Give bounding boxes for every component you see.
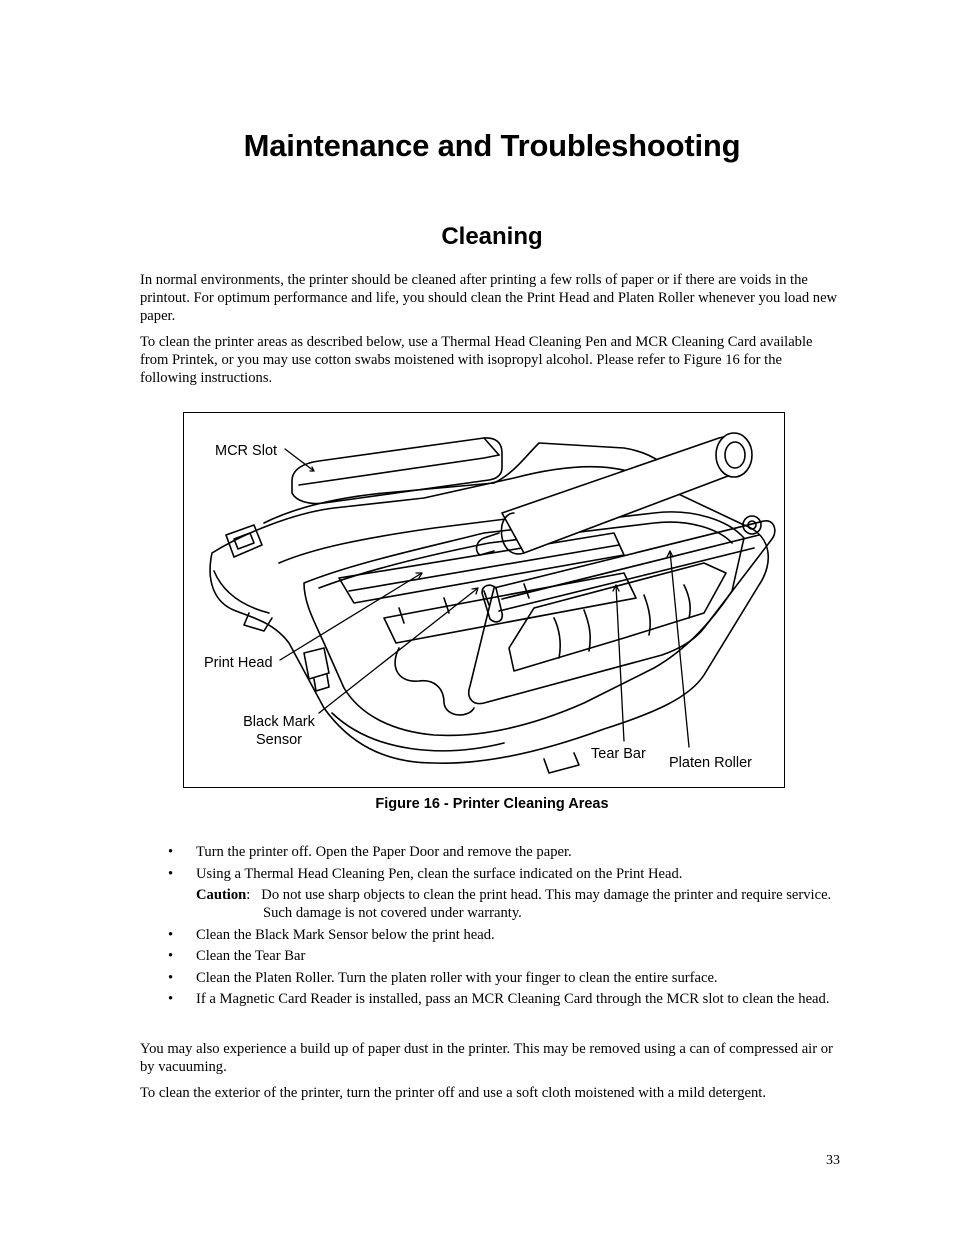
bullet: •: [168, 991, 174, 1007]
label-black-mark-line1: Black Mark: [243, 714, 315, 730]
label-print-head: Print Head: [204, 655, 273, 671]
bullet: •: [168, 969, 174, 986]
list-item: [140, 865, 840, 883]
section-heading: Cleaning: [441, 223, 543, 250]
page-title: Maintenance and Troubleshooting: [243, 128, 741, 163]
instructions-paragraph: To clean the printer areas as described below, use a Thermal Head Cleaning Pen and MCR Cleaning Card available from Printek, or you may use cotton swabs moistened with isopropyl alcohol. Please refer to Figure 16 for the following instructions.: [140, 334, 813, 386]
bullet: •: [168, 948, 174, 964]
figure-caption: Figure 16 - Printer Cleaning Areas: [375, 796, 609, 812]
intro-paragraph: In normal environments, the printer should be cleaned after printing a few rolls of paper or if there are voids in the printout. For optimum performance and life, you should clean the Print Head and Platen Roller whenever you load new paper.: [140, 272, 838, 324]
caution-label: Caution: [196, 886, 247, 903]
label-black-mark: [240, 713, 318, 749]
list-item-text: Clean the Platen Roller. Turn the platen roller with your finger to clean the entire surface.: [196, 969, 718, 986]
label-tear-bar: Tear Bar: [591, 746, 646, 762]
list-item: [140, 926, 840, 944]
printer-figure: [183, 412, 785, 788]
page-number: 33: [826, 1153, 840, 1168]
label-mcr-slot: MCR Slot: [215, 443, 278, 459]
bullet: •: [168, 865, 174, 882]
bullet: •: [168, 926, 174, 943]
list-item: [140, 947, 840, 965]
list-item-text: Clean the Tear Bar: [196, 948, 306, 964]
list-item: [140, 969, 840, 987]
list-item: [140, 990, 840, 1008]
cleaning-steps: [140, 843, 840, 1012]
list-item-text: Turn the printer off. Open the Paper Door and remove the paper.: [196, 844, 572, 860]
caution-note: [140, 886, 840, 922]
list-item-text: If a Magnetic Card Reader is installed, pass an MCR Cleaning Card through the MCR slot to clean the head.: [196, 991, 830, 1007]
bullet: •: [168, 844, 174, 860]
exterior-paragraph: To clean the exterior of the printer, turn the printer off and use a soft cloth moistened with a mild detergent.: [140, 1085, 767, 1101]
list-item-text: Using a Thermal Head Cleaning Pen, clean the surface indicated on the Print Head.: [196, 865, 683, 882]
list-item: [140, 843, 840, 861]
caution-text: Do not use sharp objects to clean the print head. This may damage the printer and require service. Such damage is not covered under warranty.: [261, 886, 832, 921]
label-platen-roller: Platen Roller: [669, 755, 753, 771]
list-item-text: Clean the Black Mark Sensor below the print head.: [196, 926, 495, 943]
caution-separator: :: [246, 886, 251, 903]
label-black-mark-line2: Sensor: [256, 732, 302, 748]
dust-paragraph: You may also experience a build up of paper dust in the printer. This may be removed using a can of compressed air or by vacuuming.: [140, 1041, 833, 1075]
